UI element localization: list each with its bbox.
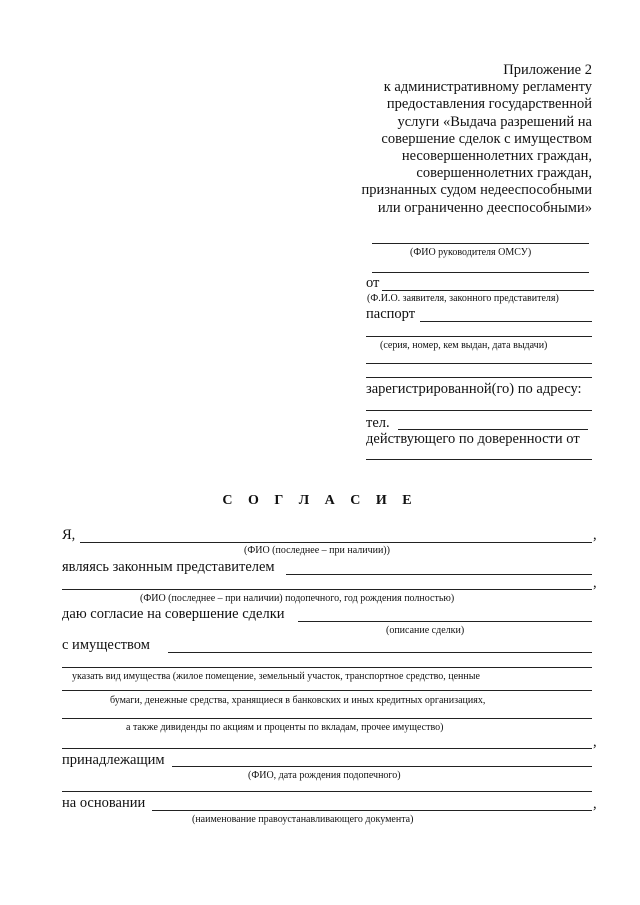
belonging-label: принадлежащим	[62, 752, 165, 768]
header-line: признанных судом недееспособными	[361, 182, 592, 199]
passport-line-2[interactable]	[366, 336, 592, 337]
property-label: с имуществом	[62, 637, 150, 653]
property-line-5[interactable]	[62, 748, 592, 749]
basis-line[interactable]	[152, 810, 592, 811]
declarant-name-line[interactable]	[80, 542, 592, 543]
property-hint: бумаги, денежные средства, хранящиеся в банковских и иных кредитных организациях,	[110, 695, 486, 706]
deal-line[interactable]	[298, 621, 592, 622]
registered-label: зарегистрированной(го) по адресу:	[366, 381, 582, 397]
property-line-4[interactable]	[62, 718, 592, 719]
ward-line[interactable]	[62, 589, 592, 590]
belonging-line-2[interactable]	[62, 791, 592, 792]
belonging-line[interactable]	[172, 766, 592, 767]
passport-line[interactable]	[420, 321, 592, 322]
i-label: Я,	[62, 527, 76, 543]
basis-caption: (наименование правоустанавливающего документа)	[192, 814, 414, 825]
property-line[interactable]	[168, 652, 592, 653]
header-line: Приложение 2	[503, 62, 592, 78]
applicant-name-line[interactable]	[382, 290, 594, 291]
header-line: предоставления государственной	[386, 96, 592, 113]
proxy-line[interactable]	[366, 459, 592, 460]
applicant-caption: (Ф.И.О. заявителя, законного представителя)	[367, 293, 559, 304]
from-label: от	[366, 275, 380, 291]
header-line: совершение сделок с имуществом	[381, 130, 592, 147]
header-line: совершеннолетних граждан,	[416, 165, 592, 182]
head-caption: (ФИО руководителя ОМСУ)	[410, 247, 532, 258]
address-line[interactable]	[366, 410, 592, 411]
property-hint: указать вид имущества (жилое помещение, земельный участок, транспортное средство, ценные	[72, 671, 480, 682]
head-name-line-2[interactable]	[372, 272, 589, 273]
legal-rep-line[interactable]	[286, 574, 592, 575]
header-line: услуги «Выдача разрешений на	[397, 113, 592, 130]
ward-caption: (ФИО (последнее – при наличии) подопечного, год рождения полностью)	[140, 593, 455, 604]
basis-label: на основании	[62, 795, 146, 811]
property-line-3[interactable]	[62, 690, 592, 691]
document-title: С О Г Л А С И Е	[222, 493, 418, 508]
property-line-2[interactable]	[62, 667, 592, 668]
deal-caption: (описание сделки)	[386, 625, 465, 636]
comma: ,	[593, 575, 597, 591]
property-hint: а также дивиденды по акциям и проценты по вкладам, прочее имущество)	[126, 722, 444, 733]
header-line: к административному регламенту	[383, 79, 592, 96]
head-name-line[interactable]	[372, 243, 589, 244]
header-line: или ограниченно дееспособными»	[377, 199, 592, 216]
passport-line-3[interactable]	[366, 363, 592, 364]
comma: ,	[593, 734, 597, 750]
comma: ,	[593, 527, 597, 543]
proxy-label: действующего по доверенности от	[366, 431, 580, 447]
belonging-caption: (ФИО, дата рождения подопечного)	[248, 770, 401, 781]
header-line: несовершеннолетних граждан,	[401, 148, 592, 165]
legal-rep-label: являясь законным представителем	[62, 559, 275, 575]
comma: ,	[593, 796, 597, 812]
phone-label: тел.	[366, 415, 390, 431]
name-caption: (ФИО (последнее – при наличии))	[244, 545, 390, 556]
regulation-header	[292, 62, 592, 217]
consent-label: даю согласие на совершение сделки	[62, 606, 285, 622]
passport-label: паспорт	[366, 306, 416, 322]
phone-line[interactable]	[398, 429, 588, 430]
passport-line-4[interactable]	[366, 377, 592, 378]
passport-caption: (серия, номер, кем выдан, дата выдачи)	[380, 340, 548, 351]
